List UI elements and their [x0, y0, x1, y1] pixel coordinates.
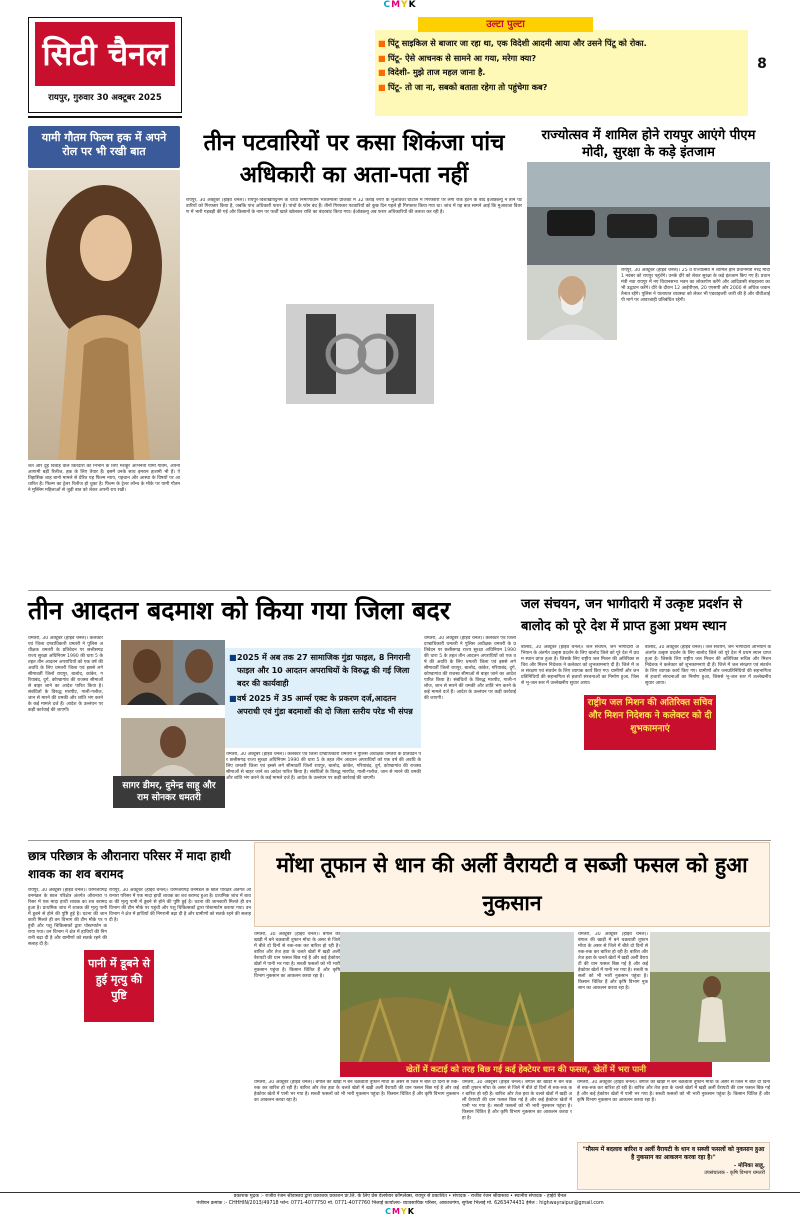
jila-badar-body: धमतरी, 30 अक्टूबर (हाईवे चैनल)। कलेक्टर एवं जिला दण्डाधिकारी धमतरी ने पुलिस अधीक्षक धमतरी के प्रतिवेदन पर छत्तीसगढ़ राज्य सुरक्षा अधिनियम 1990 की धारा 5 के तहत तीन आदतन अपराधियों को एक वर्ष की अवधि के लिए धमतरी जिला एवं इससे लगे सीमावर्ती जिलों रायपुर, बालोद, कांकेर, गरियाबंद, दुर्ग, कोण्डागांव की राजस्व सीमाओं से बाहर जाने का आदेश पारित किया है। संबंधितों के विरुद्ध मारपीट, गाली-गलौज, जान से मारने की धमकी और शांति भंग करने के कई मामले दर्ज हैं। आदेश के उल्लंघन पर कड़ी कार्रवाई की जाएगी। [28, 636, 103, 713]
footer [0, 1192, 800, 1217]
ulta-pulta-line: ■ पिंटू- तो जा ना, सबको बताता रहेगा तो पहुंचेगा कब? [378, 81, 548, 92]
cmyk-k: K [407, 1207, 415, 1216]
shala-callout: पानी में डूबने से हुई मृत्यु की पुष्टि [84, 950, 154, 1022]
cmyk-c: C [383, 0, 392, 10]
patwari-headline: तीन पटवारियों पर कसा शिकंजा पांच अधिकारी का अता-पता नहीं [203, 130, 505, 188]
masthead-dateline: रायपुर, गुरुवार 30 अक्टूबर 2025 [48, 93, 162, 103]
cmyk-k: K [408, 0, 417, 10]
accused-photo-1 [121, 640, 173, 705]
shala-body: रायपुर, 30 अक्टूबर (हाईवे चैनल)। धरमजयगढ़ वनमंडल के छाल परिक्षेत्र अंतर्गत औरानारा परिसर में एक मादा हाथी शावक का शव बरामद हुआ है। प्राथमिक जांच में शावक की मृत्यु पानी में डूबने से होने की पुष्टि हुई है। घटना की जानकारी मिलते ही वन विभाग की टीम मौके पर पहुंची और पशु चिकित्सकों द्वारा पोस्टमार्टम कराया गया। वन विभाग ने क्षेत्र में हाथियों की निगरानी बढ़ा दी है और ग्रामीणों को सतर्क रहने की सलाह दी है। [28, 888, 107, 947]
masthead-title: सिटी चैनल [35, 22, 175, 86]
montha-quote-box [577, 1142, 770, 1190]
masthead [28, 17, 182, 113]
montha-caption: खेतों में कटाई को तरह बिछ गई कई हेक्टेयर धान की फसल, खेतों में भरा पानी [340, 1062, 712, 1077]
cmyk-bottom-strip [0, 1207, 800, 1216]
cmyk-m: M [391, 0, 402, 10]
montha-body-5: धमतरी, 30 अक्टूबर (हाईवे चैनल)। बंगाल की खाड़ी में बने चक्रवाती तूफान मोंथा के असर से जिले में बीते दो दिनों से रुक-रुक कर बारिश हो रही है। बारिश और तेज हवा के चलते खेतों में खड़ी अर्ली वैरायटी की धान फसल बिछ गई है और कई हेक्टेयर खेतों में पानी भर गया है। सब्जी फसलों को भी भारी नुकसान पहुंचा है। किसान चिंतित हैं और कृषि विभाग नुकसान का आकलन करवा रहा है। [577, 1080, 770, 1103]
jila-badar-body-2: धमतरी, 30 अक्टूबर (हाईवे चैनल)। कलेक्टर एवं जिला दण्डाधिकारी धमतरी ने पुलिस अधीक्षक धमतरी के प्रतिवेदन पर छत्तीसगढ़ राज्य सुरक्षा अधिनियम 1990 की धारा 5 के तहत तीन आदतन अपराधियों को एक वर्ष की अवधि के लिए धमतरी जिला एवं इससे लगे सीमावर्ती जिलों रायपुर, बालोद, कांकेर, गरियाबंद, दुर्ग, कोण्डागांव की राजस्व सीमाओं से बाहर जाने का आदेश पारित किया है। संबंधितों के विरुद्ध मारपीट, गाली-गलौज, जान से मारने की धमकी और शांति भंग करने के कई मामले दर्ज हैं। आदेश के उल्लंघन पर कड़ी कार्रवाई की जाएगी। [226, 752, 421, 781]
accused-photo-3 [121, 718, 225, 776]
ulta-pulta-line: ■ पिंटू साइकिल से बाजार जा रहा था, एक विदेशी आदमी आया और उसने पिंटू को रोका. [378, 38, 647, 48]
montha-body-4: धमतरी, 30 अक्टूबर (हाईवे चैनल)। बंगाल की खाड़ी में बने चक्रवाती तूफान मोंथा के असर से जिले में बीते दो दिनों से रुक-रुक कर बारिश हो रही है। बारिश और तेज हवा के चलते खेतों में खड़ी अर्ली वैरायटी की धान फसल बिछ गई है और कई हेक्टेयर खेतों में पानी भर गया है। सब्जी फसलों को भी भारी नुकसान पहुंचा है। किसान चिंतित हैं और कृषि विभाग नुकसान का आकलन करवा रहा है। [462, 1080, 572, 1121]
jila-badar-bullet: ■ 2025 में अब तक 27 सामाजिक गुंडा फाइल, 8 निगरानी फाइल और 10 आदतन अपराधियों के विरुद्ध की गई जिला बदर की कार्यवाही [229, 653, 411, 688]
jal-sanchay-body: बालोद, 30 अक्टूबर (हाईवे चैनल)। जल संचयन, जन भागीदारी अभियान के अंतर्गत उत्कृष्ट प्रदर्शन के लिए बालोद जिले को पूरे देश में प्रथम स्थान प्राप्त हुआ है। जिसके लिए राष्ट्रीय जल मिशन की अतिरिक्त सचिव और मिशन निदेशक ने कलेक्टर को शुभकामनाएं दी हैं। जिले में जल संरक्षण एवं संवर्धन के लिए व्यापक कार्य किए गए। ग्रामीणों और जनप्रतिनिधियों की सहभागिता से हजारों संरचनाओं का निर्माण हुआ, जिससे भू-जल स्तर में उल्लेखनीय सुधार आया। [521, 645, 639, 686]
cmyk-top-strip [0, 0, 800, 14]
ulta-pulta-title: उल्टा पुल्टा [418, 17, 593, 32]
montha-quote: "मौसम में बदलाव बारिश व अर्ली वैरायटी के धान व सब्जी फसलों को नुकसान हुआ है नुकसान का आकलन करवा रहा है।" [582, 1146, 765, 1161]
jila-badar-body-3: धमतरी, 30 अक्टूबर (हाईवे चैनल)। कलेक्टर एवं जिला दण्डाधिकारी धमतरी ने पुलिस अधीक्षक धमतरी के प्रतिवेदन पर छत्तीसगढ़ राज्य सुरक्षा अधिनियम 1990 की धारा 5 के तहत तीन आदतन अपराधियों को एक वर्ष की अवधि के लिए धमतरी जिला एवं इससे लगे सीमावर्ती जिलों रायपुर, बालोद, कांकेर, गरियाबंद, दुर्ग, कोण्डागांव की राजस्व सीमाओं से बाहर जाने का आदेश पारित किया है। संबंधितों के विरुद्ध मारपीट, गाली-गलौज, जान से मारने की धमकी और शांति भंग करने के कई मामले दर्ज हैं। आदेश के उल्लंघन पर कड़ी कार्रवाई की जाएगी। [424, 636, 516, 701]
divider [28, 590, 771, 591]
masthead-rule [28, 116, 182, 118]
ulta-pulta-line: ■ विदेशी- मुझे ताज महल जाना है. [378, 67, 486, 77]
divider [28, 840, 771, 841]
footer-line1: प्रकाशक मुद्रक :- राजीव रंजन श्रीवास्तव द्वारा प्रकाशक प्रकाशन प्रा.लि. के लिए प्रेस वेलफेयर कॉम्प्लेक्स, रायपुर से प्रकाशित • संपादक - राजीव रंजन श्रीवास्तव • स्थानीय संपादक - हाईवे चैनल [233, 1194, 567, 1199]
montha-quote-author: - मोनिका साहू, [733, 1163, 765, 1169]
accused-photo-2 [173, 640, 225, 705]
yami-photo [28, 170, 180, 460]
shala-headline: छात्र परिछात्र के औरानारा परिसर में मादा हाथी शावक का शव बरामद [28, 849, 231, 881]
page-number: 8 [757, 56, 767, 72]
cmyk-y: Y [401, 0, 409, 10]
jila-badar-bullet: ■ वर्ष 2025 में 35 आर्म्स एक्ट के प्रकरण दर्ज,आदतन अपराधी एवं गुंडा बदमाशों की दो जिला स्तरीय परेड भी संपन्न [229, 694, 413, 716]
jal-sanchay-highlight: राष्ट्रीय जल मिशन की अतिरिक्त सचिव और मिशन निदेशक ने कलेक्टर को दी शुभकामनाएं [584, 695, 716, 750]
cmyk-c: C [385, 1207, 392, 1216]
cmyk-y: Y [400, 1207, 408, 1216]
ulta-pulta-line: ■ पिंटू- ऐसे आचनक से सामने आ गया, मरेगा क्या? [378, 52, 537, 63]
rajyotsav-body: रायपुर, 30 अक्टूबर (हाईवे चैनल)। 25 वें राज्योत्सव में शामिल होने प्रधानमंत्री नरेंद्र मोदी 1 नवंबर को रायपुर पहुंचेंगे। उनके दौरे को लेकर सुरक्षा के कड़े इंतजाम किए गए हैं। प्रधानमंत्री नवा रायपुर में नए विधानसभा भवन का लोकार्पण करेंगे और आदिवासी संग्रहालय का भी उद्घाटन करेंगे। दौरे के दौरान 12 आईपीएस, 20 एएसपी और 2000 से अधिक जवान तैनात रहेंगे। पुलिस ने यातायात व्यवस्था को लेकर भी एडवाइजरी जारी की है और वीवीआईपी मार्ग पर आवाजाही प्रतिबंधित रहेगी। [621, 268, 770, 303]
shala-body-2: रायपुर, 30 अक्टूबर (हाईवे चैनल)। धरमजयगढ़ वनमंडल के छाल परिक्षेत्र अंतर्गत औरानारा परिसर में एक मादा हाथी शावक का शव बरामद हुआ है। प्राथमिक जांच में शावक की मृत्यु पानी में डूबने से होने की पुष्टि हुई है। घटना की जानकारी मिलते ही वन विभाग की टीम मौके पर पहुंची और पशु चिकित्सकों द्वारा पोस्टमार्टम कराया गया। वन विभाग ने क्षेत्र में हाथियों की निगरानी बढ़ा दी है और ग्रामीणों को सतर्क रहने की सलाह दी है। [109, 888, 251, 923]
farmer-photo [650, 932, 770, 1062]
footer-line2: पंजीयन क्रमांक :- CHHHIN/2013/49718 फोन: 0771-4077750 मो. 0771-4077760 भिलाई कार्यालय- व्यावसायिक परिसर, आकाशगंगा, सुपेला भिलाई मो. 6263474431 ईमेल : highwayraipur@gmail.com [196, 1201, 604, 1206]
modi-photo [527, 265, 617, 340]
montha-body-3: धमतरी, 30 अक्टूबर (हाईवे चैनल)। बंगाल की खाड़ी में बने चक्रवाती तूफान मोंथा के असर से जिले में बीते दो दिनों से रुक-रुक कर बारिश हो रही है। बारिश और तेज हवा के चलते खेतों में खड़ी अर्ली वैरायटी की धान फसल बिछ गई है और कई हेक्टेयर खेतों में पानी भर गया है। सब्जी फसलों को भी भारी नुकसान पहुंचा है। किसान चिंतित हैं और कृषि विभाग नुकसान का आकलन करवा रहा है। [254, 1080, 459, 1103]
cmyk-m: M [391, 1207, 401, 1216]
montha-photo [340, 932, 574, 1062]
accused-caption: सागर डीमर, दुमेन्द्र साहू और राम सोनकर धमतरी [113, 776, 225, 808]
jal-sanchay-body-2: बालोद, 30 अक्टूबर (हाईवे चैनल)। जल संचयन, जन भागीदारी अभियान के अंतर्गत उत्कृष्ट प्रदर्शन के लिए बालोद जिले को पूरे देश में प्रथम स्थान प्राप्त हुआ है। जिसके लिए राष्ट्रीय जल मिशन की अतिरिक्त सचिव और मिशन निदेशक ने कलेक्टर को शुभकामनाएं दी हैं। जिले में जल संरक्षण एवं संवर्धन के लिए व्यापक कार्य किए गए। ग्रामीणों और जनप्रतिनिधियों की सहभागिता से हजारों संरचनाओं का निर्माण हुआ, जिससे भू-जल स्तर में उल्लेखनीय सुधार आया। [645, 645, 771, 686]
jila-badar-headline: तीन आदतन बदमाश को किया गया जिला बदर [28, 596, 451, 625]
patwari-body: रायपुर, 30 अक्टूबर (हाईवे चैनल)। रायपुर-विशाखापट्टनम के चौथा निर्माणाधीन भारतमाला प्रोजेक्ट में 32 करोड़ रुपए के मुआवजा घोटाले में गिरफ्तारी पर लगी रोक हटने के बाद ईओडब्ल्यू ने तीन पटवारियों को गिरफ्तार किया है, जबकि पांच अधिकारी फरार हैं। पांचों के फोन बंद हैं। तीनों गिरफ्तार पटवारियों को कुछ दिन पहले ही गिरफ्तार किया गया था। जांच में यह बात सामने आई कि मुआवजा वितरण में भारी गड़बड़ी की गई और किसानों के नाम पर फर्जी खाते खोलकर राशि का बंदरबांट किया गया। ईओडब्ल्यू अब फरार अधिकारियों की तलाश कर रही है। [186, 198, 522, 215]
ulta-pulta-lines [378, 37, 746, 93]
montha-quote-role: उपसंचालक - कृषि विभाग धमतरी [704, 1170, 765, 1176]
montha-headline: मोंथा तूफान से धान की अर्ली वैरायटी व सब्जी फसल को हुआ नुकसान [276, 852, 748, 915]
jal-sanchay-headline: जल संचयन, जन भागीदारी में उत्कृष्ट प्रदर्शन से बालोद को पूरे देश में प्राप्त हुआ प्रथम स्थान [521, 597, 743, 634]
rajyotsav-photo [527, 162, 770, 265]
montha-body: धमतरी, 30 अक्टूबर (हाईवे चैनल)। बंगाल की खाड़ी में बने चक्रवाती तूफान मोंथा के असर से जिले में बीते दो दिनों से रुक-रुक कर बारिश हो रही है। बारिश और तेज हवा के चलते खेतों में खड़ी अर्ली वैरायटी की धान फसल बिछ गई है और कई हेक्टेयर खेतों में पानी भर गया है। सब्जी फसलों को भी भारी नुकसान पहुंचा है। किसान चिंतित हैं और कृषि विभाग नुकसान का आकलन करवा रहा है। [254, 932, 340, 979]
yami-headline: यामी गौतम फिल्म हक में अपने रोल पर भी रखी बात [28, 126, 180, 168]
jila-badar-bullets [225, 648, 421, 748]
rajyotsav-headline: राज्योत्सव में शामिल होने रायपुर आएंगे पीएम मोदी, सुरक्षा के कड़े इंतजाम [541, 128, 756, 160]
yami-body: शर्त और दुह विवाह वाले किरदारों को निभाने के लिए मशहूर अभिनेत्री यामी गौतम, अपनी आगामी बड़ी रिलीज, हक के लिए तैयार हैं। इसमें उनके साथ इमरान हाशमी भी हैं। ऐतिहासिक शाह बानो मामले से प्रेरित यह फिल्म न्याय, पहचान और आस्था के विषयों पर आधारित है। फिल्म का ट्रेलर रिलीज हो चुका है। फिल्म के ट्रेलर लॉन्च के मौके पर यामी गौतम ने मुस्लिम महिलाओं से जुड़ी बात को लेकर अपनी राय रखी। [28, 464, 180, 493]
montha-body-2: धमतरी, 30 अक्टूबर (हाईवे चैनल)। बंगाल की खाड़ी में बने चक्रवाती तूफान मोंथा के असर से जिले में बीते दो दिनों से रुक-रुक कर बारिश हो रही है। बारिश और तेज हवा के चलते खेतों में खड़ी अर्ली वैरायटी की धान फसल बिछ गई है और कई हेक्टेयर खेतों में पानी भर गया है। सब्जी फसलों को भी भारी नुकसान पहुंचा है। किसान चिंतित हैं और कृषि विभाग नुकसान का आकलन करवा रहा है। [578, 932, 648, 991]
